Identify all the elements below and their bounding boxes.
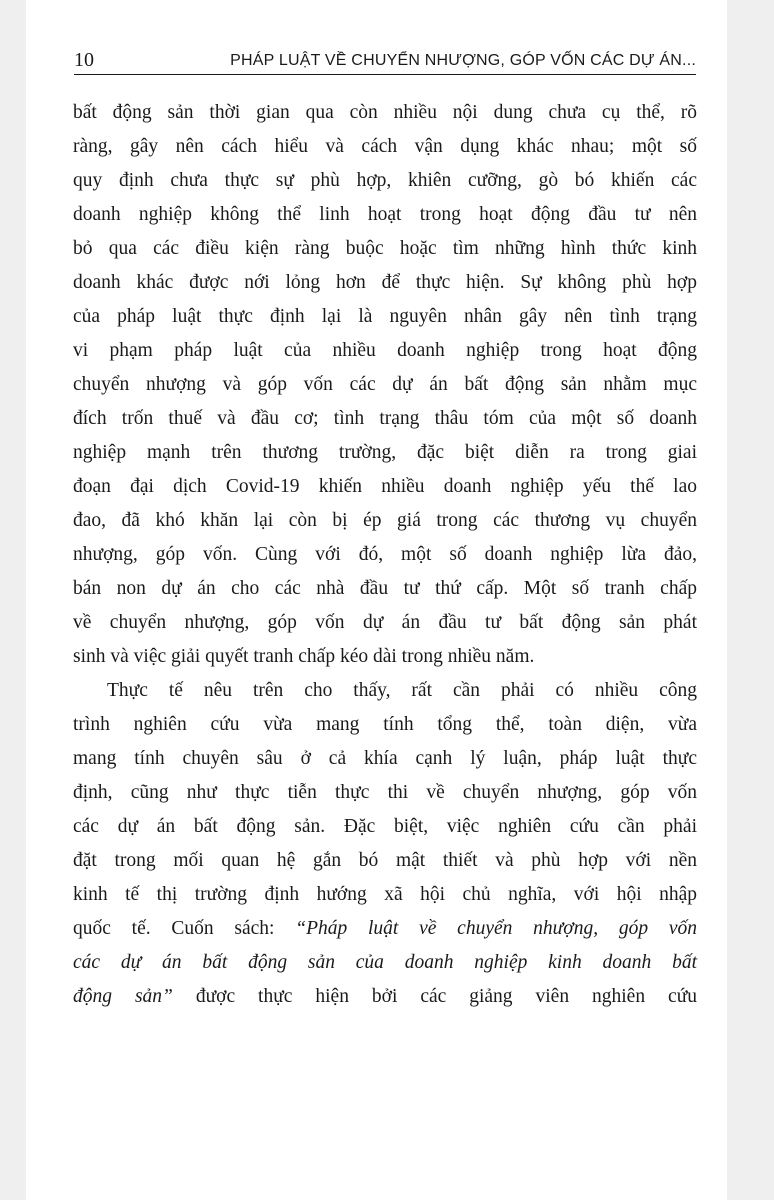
text-line: chuyển nhượng và góp vốn các dự án bất động sản nhằm mục <box>73 374 697 395</box>
text-line <box>73 946 697 980</box>
book-title-italic: động sản” <box>73 986 173 1007</box>
text-run: quốc tế. Cuốn sách: <box>73 918 296 939</box>
text-line: ràng, gây nên cách hiểu và cách vận dụng khác nhau; một số <box>73 136 697 157</box>
body-text <box>73 96 697 1014</box>
text-line <box>73 980 697 1014</box>
text-line: sinh và việc giải quyết tranh chấp kéo dài trong nhiều năm. <box>73 646 535 667</box>
page-number: 10 <box>74 49 94 71</box>
text-line: về chuyển nhượng, góp vốn dự án đầu tư bất động sản phát <box>73 612 697 633</box>
text-line: Thực tế nêu trên cho thấy, rất cần phải có nhiều công <box>107 680 697 701</box>
text-line: đoạn đại dịch Covid-19 khiến nhiều doanh nghiệp yếu thế lao <box>73 476 697 497</box>
running-title: PHÁP LUẬT VỀ CHUYỂN NHƯỢNG, GÓP VỐN CÁC DỰ ÁN... <box>230 52 696 69</box>
text-line: đặt trong mối quan hệ gắn bó mật thiết và phù hợp với nền <box>73 850 697 871</box>
paragraph-2 <box>73 674 697 1014</box>
text-line: định, cũng như thực tiễn thực thi về chuyển nhượng, góp vốn <box>73 782 697 803</box>
text-run: được thực hiện bởi các giảng viên nghiên cứu <box>172 986 698 1007</box>
text-line: bỏ qua các điều kiện ràng buộc hoặc tìm những hình thức kinh <box>73 238 697 259</box>
text-line: doanh khác được nới lỏng hơn để thực hiện. Sự không phù hợp <box>73 272 697 293</box>
text-line: các dự án bất động sản. Đặc biệt, việc nghiên cứu cần phải <box>73 816 697 837</box>
text-line: doanh nghiệp không thể linh hoạt trong hoạt động đầu tư nên <box>73 204 697 225</box>
text-line: nhượng, góp vốn. Cùng với đó, một số doanh nghiệp lừa đảo, <box>73 544 697 565</box>
paragraph-1 <box>73 96 697 674</box>
text-line: mang tính chuyên sâu ở cả khía cạnh lý luận, pháp luật thực <box>73 748 697 769</box>
book-page <box>26 0 727 1200</box>
text-line: đao, đã khó khăn lại còn bị ép giá trong các thương vụ chuyển <box>73 510 697 531</box>
text-line: trình nghiên cứu vừa mang tính tổng thể, toàn diện, vừa <box>73 714 697 735</box>
text-line: của pháp luật thực định lại là nguyên nhân gây nên tình trạng <box>73 306 697 327</box>
text-line: bất động sản thời gian qua còn nhiều nội dung chưa cụ thể, rõ <box>73 102 697 123</box>
text-line: quy định chưa thực sự phù hợp, khiên cưỡng, gò bó khiến các <box>73 170 697 191</box>
book-title-italic: “Pháp luật về chuyển nhượng, góp vốn <box>295 918 697 939</box>
page-header <box>74 48 696 75</box>
text-line: kinh tế thị trường định hướng xã hội chủ nghĩa, với hội nhập <box>73 884 697 905</box>
text-line <box>73 912 697 946</box>
text-line: nghiệp mạnh trên thương trường, đặc biệt diễn ra trong giai <box>73 442 697 463</box>
text-line: bán non dự án cho các nhà đầu tư thứ cấp. Một số tranh chấp <box>73 578 697 599</box>
text-line: vi phạm pháp luật của nhiều doanh nghiệp trong hoạt động <box>73 340 697 361</box>
book-title-italic: các dự án bất động sản của doanh nghiệp kinh doanh bất <box>73 952 697 973</box>
text-line: đích trốn thuế và đầu cơ; tình trạng thâu tóm của một số doanh <box>73 408 697 429</box>
